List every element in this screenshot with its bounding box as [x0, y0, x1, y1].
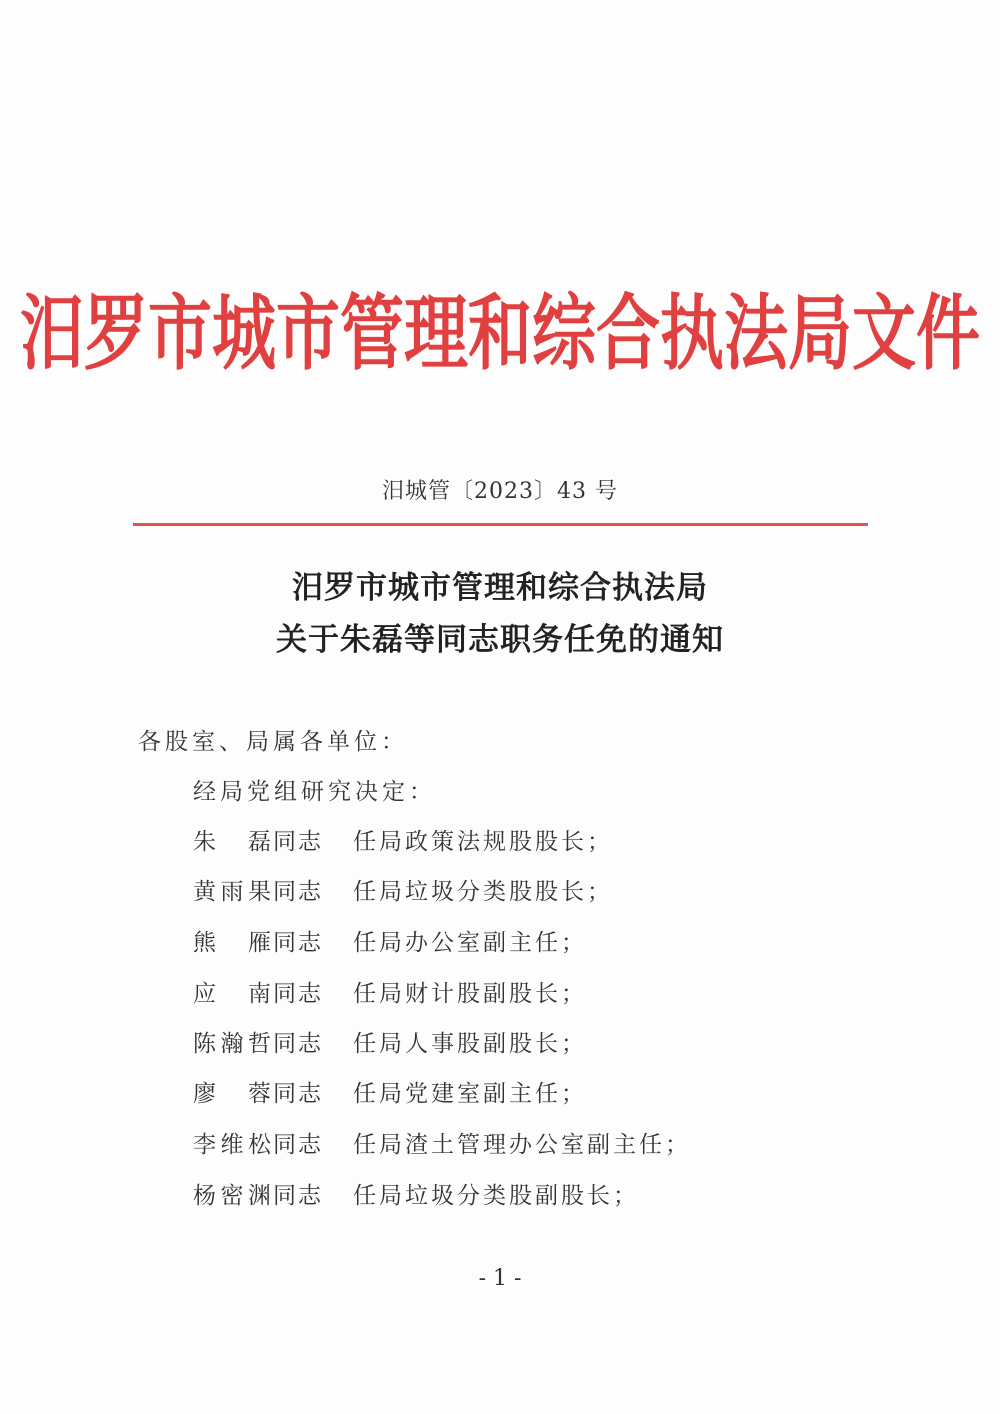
appointment-post: 任局办公室副主任； [353, 930, 587, 956]
page-number: - 1 - [478, 1266, 522, 1291]
appointee-name: 黄雨果 [193, 879, 271, 905]
appointee-suffix: 同志 [273, 1031, 323, 1057]
appointee-name: 陈瀚哲 [193, 1031, 271, 1057]
document-title-line-1: 汨罗市城市管理和综合执法局 [292, 570, 708, 606]
appointment-post: 任局财计股副股长； [353, 981, 587, 1007]
appointee-suffix: 同志 [273, 1081, 323, 1107]
appointee-suffix: 同志 [273, 829, 323, 855]
red-letterhead-title: 汨罗市城市管理和综合执法局文件 [20, 287, 980, 382]
appointment-post: 任局党建室副主任； [353, 1081, 587, 1107]
appointee-name: 廖蓉 [193, 1081, 271, 1107]
appointee-suffix: 同志 [273, 879, 323, 905]
appointee-suffix: 同志 [273, 930, 323, 956]
appointment-post: 任局渣土管理办公室副主任； [353, 1132, 691, 1158]
appointee-suffix: 同志 [273, 1183, 323, 1209]
appointee-suffix: 同志 [273, 1132, 323, 1158]
appointee-name: 应南 [193, 981, 271, 1007]
salutation: 各股室、局属各单位： [138, 729, 408, 755]
document-title-line-2: 关于朱磊等同志职务任免的通知 [276, 622, 724, 658]
appointee-name: 熊雁 [193, 930, 271, 956]
document-number: 汨城管〔2023〕43 号 [382, 479, 618, 504]
appointee-suffix: 同志 [273, 981, 323, 1007]
appointment-post: 任局垃圾分类股副股长； [353, 1183, 639, 1209]
red-divider-line [133, 523, 868, 526]
intro-paragraph: 经局党组研究决定： [193, 779, 436, 805]
appointee-name: 朱磊 [193, 829, 271, 855]
appointment-post: 任局政策法规股股长； [353, 829, 613, 855]
appointment-post: 任局人事股副股长； [353, 1031, 587, 1057]
appointment-post: 任局垃圾分类股股长； [353, 879, 613, 905]
appointee-name: 杨密渊 [193, 1183, 271, 1209]
appointee-name: 李维松 [193, 1132, 271, 1158]
